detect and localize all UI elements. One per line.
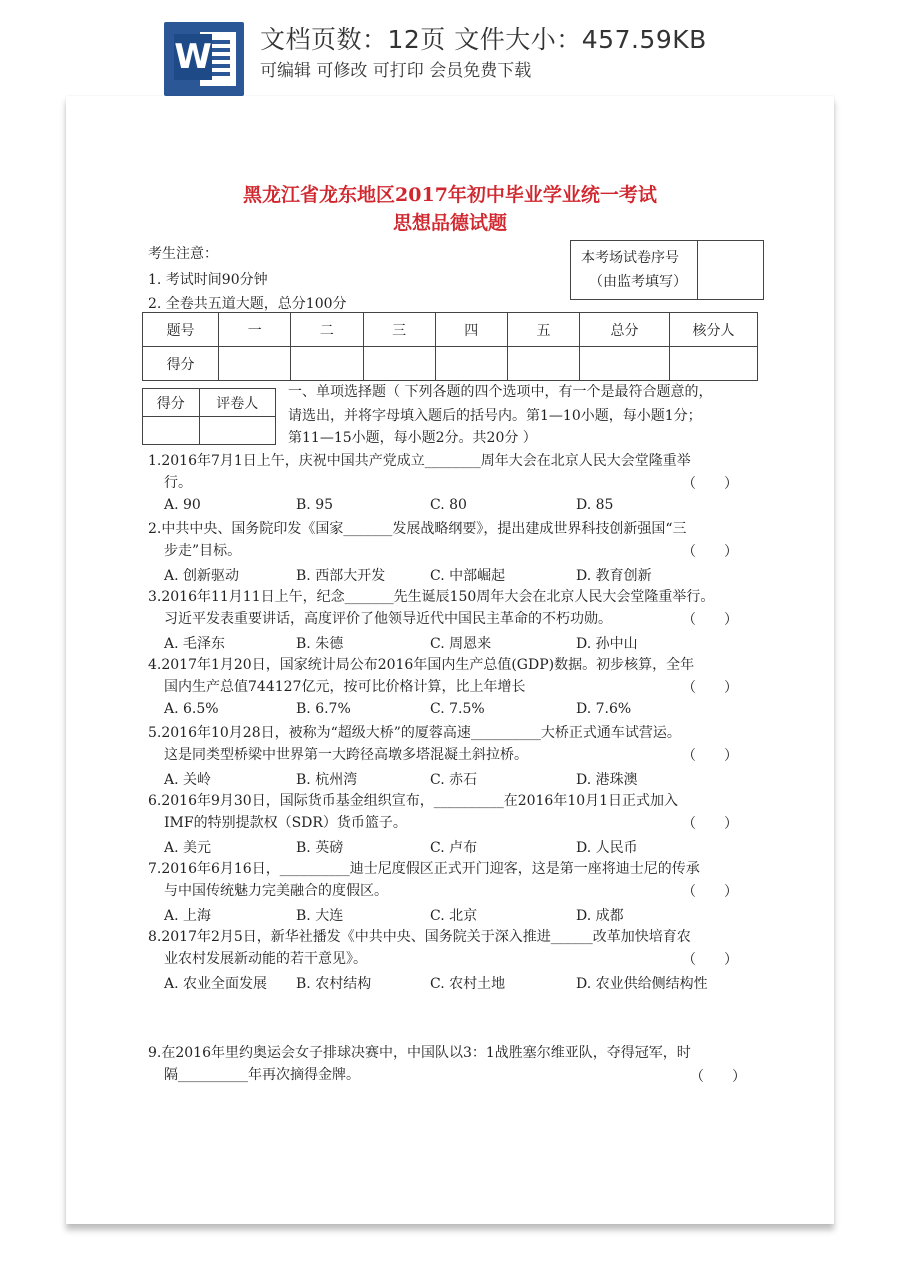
word-document-icon	[164, 22, 244, 96]
score-table	[142, 312, 758, 381]
grader-name-cell	[199, 417, 275, 445]
grader-name-label: 评卷人	[199, 389, 275, 417]
option-a: A. 农业全面发展	[164, 976, 268, 992]
option-d: D. 教育创新	[576, 568, 652, 584]
exam-paper-page	[66, 96, 834, 1224]
option-c: C. 农村土地	[430, 976, 506, 992]
score-cell	[435, 347, 507, 381]
option-b: B. 大连	[296, 908, 344, 924]
option-b: B. 杭州湾	[296, 772, 358, 788]
grader-score-cell	[143, 417, 200, 445]
score-header: 五	[507, 313, 579, 347]
option-b: B. 农村结构	[296, 976, 372, 992]
question-3-line2: 习近平发表重要讲话，高度评价了他领导近代中国民主革命的不朽功勋。	[164, 611, 612, 627]
grader-score-label: 得分	[143, 389, 200, 417]
grader-table	[142, 388, 276, 445]
option-b: B. 英磅	[296, 840, 344, 856]
option-b: B. 6.7%	[296, 701, 351, 717]
option-d: D. 7.6%	[576, 701, 632, 717]
option-d: D. 农业供给侧结构性	[576, 976, 708, 992]
option-a: A. 美元	[164, 840, 212, 856]
notice-item-2: 2. 全卷共五道大题，总分100分	[148, 296, 347, 312]
option-b: B. 朱德	[296, 636, 344, 652]
option-c: C. 周恩来	[430, 636, 492, 652]
option-c: C. 赤石	[430, 772, 478, 788]
option-a: A. 6.5%	[164, 701, 219, 717]
question-1-line2: 行。	[164, 475, 192, 491]
option-a: A. 上海	[164, 908, 212, 924]
answer-bracket: （ ）	[682, 612, 738, 628]
option-a: A. 创新驱动	[164, 568, 240, 584]
option-b: B. 95	[296, 497, 334, 513]
option-c: C. 卢布	[430, 840, 478, 856]
question-8-line1: 8.2017年2月5日，新华社播发《中共中央、国务院关于深入推进______改革加快培育农	[148, 929, 691, 945]
option-d: D. 85	[576, 497, 614, 513]
question-1-line1: 1.2016年7月1日上午，庆祝中国共产党成立________周年大会在北京人民大会堂隆重举	[148, 453, 691, 469]
word-letter-icon: W	[174, 34, 212, 80]
score-header: 三	[363, 313, 435, 347]
question-2-line1: 2.中共中央、国务院印发《国家_______发展战略纲要》，提出建成世界科技创新强国“三	[148, 521, 687, 537]
answer-bracket: （ ）	[682, 476, 738, 492]
question-5-line2: 这是同类型桥梁中世界第一大跨径高墩多塔混凝土斜拉桥。	[164, 747, 528, 763]
exam-subject-title: 思想品德试题	[392, 212, 507, 234]
option-c: C. 7.5%	[430, 701, 485, 717]
score-cell	[363, 347, 435, 381]
question-5-line1: 5.2016年10月28日，被称为“超级大桥”的厦蓉高速__________大桥正式通车试营运。	[148, 725, 681, 741]
score-header: 核分人	[670, 313, 758, 347]
question-9-line1: 9.在2016年里约奥运会女子排球决赛中，中国队以3：1战胜塞尔维亚队，夺得冠军，时	[148, 1045, 691, 1061]
question-4-line1: 4.2017年1月20日，国家统计局公布2016年国内生产总值(GDP)数据。初步核算，全年	[148, 657, 695, 673]
score-cell	[291, 347, 363, 381]
section1-instructions-line1: 一、单项选择题（ 下列各题的四个选项中，有一个是最符合题意的，	[288, 384, 713, 400]
seat-sequence-box	[570, 240, 764, 300]
question-7-line2: 与中国传统魅力完美融合的度假区。	[164, 883, 388, 899]
banner-title: 文档页数：12页 文件大小：457.59KB	[260, 25, 707, 54]
answer-bracket: （ ）	[682, 680, 738, 696]
question-7-line1: 7.2016年6月16日，__________迪士尼度假区正式开门迎客，这是第一座将迪士尼的传承	[148, 861, 700, 877]
answer-bracket: （ ）	[682, 952, 738, 968]
score-row-label: 得分	[143, 347, 219, 381]
option-a: A. 90	[164, 497, 201, 513]
answer-bracket: （ ）	[682, 816, 738, 832]
score-header: 总分	[580, 313, 670, 347]
seq-box-label: 本考场试卷序号	[581, 250, 679, 266]
score-header: 题号	[143, 313, 219, 347]
section1-instructions-line3: 第11—15小题，每小题2分。共20分 ）	[288, 430, 537, 446]
question-6-line2: IMF的特别提款权（SDR）货币篮子。	[164, 815, 407, 831]
answer-bracket: （ ）	[682, 748, 738, 764]
option-d: D. 成都	[576, 908, 624, 924]
score-cell	[670, 347, 758, 381]
notice-heading: 考生注意：	[148, 246, 218, 262]
option-d: D. 人民币	[576, 840, 638, 856]
document-banner	[0, 0, 900, 96]
score-cell	[580, 347, 670, 381]
question-8-line2: 业农村发展新动能的若干意见》。	[164, 951, 367, 967]
banner-subtitle: 可编辑 可修改 可打印 会员免费下载	[260, 61, 532, 81]
score-cell	[507, 347, 579, 381]
answer-bracket: （ ）	[682, 884, 738, 900]
option-b: B. 西部大开发	[296, 568, 386, 584]
option-c: C. 80	[430, 497, 467, 513]
section1-instructions-line2: 请选出，并将字母填入题后的括号内。第1—10小题，每小题1分；	[288, 408, 702, 424]
question-2-line2: 步走”目标。	[164, 543, 242, 559]
question-9-line2: 隔__________年再次摘得金牌。	[164, 1067, 360, 1083]
exam-title: 黑龙江省龙东地区2017年初中毕业学业统一考试	[243, 184, 657, 206]
question-4-line2: 国内生产总值744127亿元，按可比价格计算，比上年增长	[164, 679, 526, 695]
score-header: 四	[435, 313, 507, 347]
option-a: A. 关岭	[164, 772, 212, 788]
answer-bracket: （ ）	[682, 544, 738, 560]
option-c: C. 中部崛起	[430, 568, 506, 584]
notice-item-1: 1. 考试时间90分钟	[148, 272, 268, 288]
option-a: A. 毛泽东	[164, 636, 226, 652]
option-c: C. 北京	[430, 908, 478, 924]
score-cell	[219, 347, 291, 381]
seq-box-note: （由监考填写）	[589, 274, 687, 290]
question-6-line1: 6.2016年9月30日，国际货币基金组织宣布，__________在2016年10月1日正式加入	[148, 793, 679, 809]
score-header: 二	[291, 313, 363, 347]
option-d: D. 孙中山	[576, 636, 638, 652]
option-d: D. 港珠澳	[576, 772, 638, 788]
question-3-line1: 3.2016年11月11日上午，纪念_______先生诞辰150周年大会在北京人民大会堂隆重举行。	[148, 589, 715, 605]
answer-bracket: （ ）	[690, 1069, 746, 1085]
score-header: 一	[219, 313, 291, 347]
